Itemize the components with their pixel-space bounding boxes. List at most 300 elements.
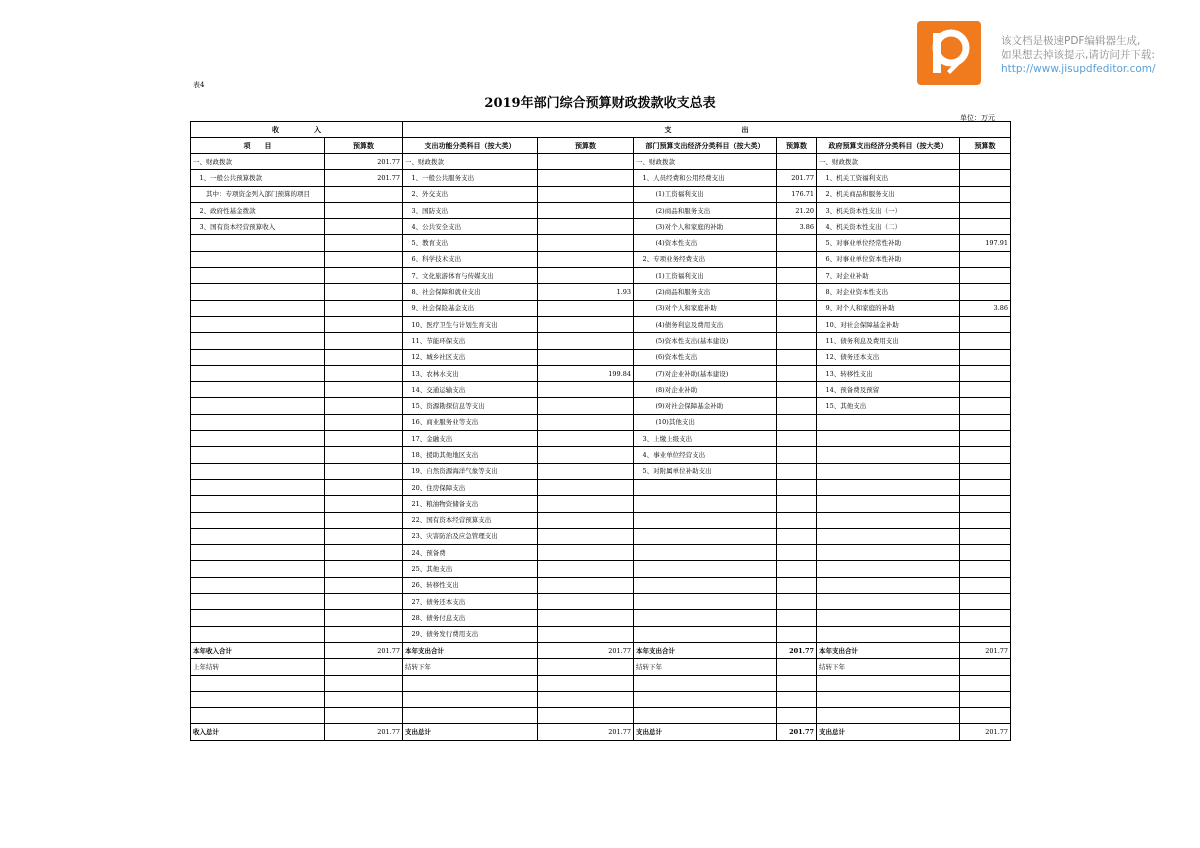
item-cell	[634, 708, 777, 724]
budget-amount-cell	[960, 268, 1011, 284]
budget-amount-cell	[777, 414, 817, 430]
item-cell	[634, 675, 777, 691]
budget-amount-cell	[325, 202, 403, 218]
budget-amount-cell	[960, 594, 1011, 610]
budget-amount-cell	[538, 479, 634, 495]
budget-amount-cell	[777, 154, 817, 170]
item-cell: 9、社会保险基金支出	[403, 300, 538, 316]
table-row	[191, 561, 1011, 577]
budget-amount-cell	[325, 512, 403, 528]
budget-amount-cell	[960, 463, 1011, 479]
budget-amount-cell	[960, 219, 1011, 235]
item-cell	[191, 577, 325, 593]
table-row	[191, 382, 1011, 398]
budget-amount-cell	[960, 626, 1011, 642]
budget-amount-cell	[538, 186, 634, 202]
item-cell: 一、财政拨款	[817, 154, 960, 170]
item-cell: 15、资源勘探信息等支出	[403, 398, 538, 414]
budget-amount-cell	[538, 463, 634, 479]
item-cell: 一、财政拨款	[403, 154, 538, 170]
item-cell	[817, 414, 960, 430]
budget-amount-cell	[777, 333, 817, 349]
item-cell: 8、社会保障和就业支出	[403, 284, 538, 300]
table-row	[191, 202, 1011, 218]
item-cell: 支出总计	[817, 724, 960, 740]
budget-amount-cell	[960, 154, 1011, 170]
item-cell: 支出总计	[403, 724, 538, 740]
budget-amount-cell	[960, 496, 1011, 512]
table-row	[191, 528, 1011, 544]
item-cell: 1、机关工资福利支出	[817, 170, 960, 186]
budget-amount-cell	[325, 414, 403, 430]
budget-amount-cell	[777, 235, 817, 251]
budget-amount-cell	[777, 561, 817, 577]
item-cell	[634, 528, 777, 544]
budget-amount-cell	[960, 349, 1011, 365]
budget-amount-cell	[777, 300, 817, 316]
budget-amount-cell	[325, 235, 403, 251]
item-cell: 支出总计	[634, 724, 777, 740]
item-cell	[817, 463, 960, 479]
item-cell: 17、金融支出	[403, 431, 538, 447]
item-cell: 12、债务还本支出	[817, 349, 960, 365]
item-cell: 8、对企业资本性支出	[817, 284, 960, 300]
item-cell	[817, 512, 960, 528]
budget-amount-cell	[960, 561, 1011, 577]
item-cell	[191, 235, 325, 251]
table-row	[191, 170, 1011, 186]
item-cell	[634, 512, 777, 528]
item-cell: 11、节能环保支出	[403, 333, 538, 349]
budget-amount-cell	[960, 659, 1011, 675]
budget-amount-cell	[777, 447, 817, 463]
budget-amount-cell	[777, 431, 817, 447]
item-cell: 7、对企业补助	[817, 268, 960, 284]
budget-amount-cell: 201.77	[777, 724, 817, 740]
budget-amount-cell	[325, 382, 403, 398]
budget-amount-cell	[325, 316, 403, 332]
item-cell: 3、国防支出	[403, 202, 538, 218]
table-row	[191, 577, 1011, 593]
item-cell: 29、债务发行费用支出	[403, 626, 538, 642]
item-cell	[634, 479, 777, 495]
column-header: 部门预算支出经济分类科目（按大类）	[634, 138, 777, 154]
item-cell	[191, 479, 325, 495]
table-row	[191, 316, 1011, 332]
item-cell	[634, 626, 777, 642]
table-number: 表4	[193, 81, 205, 89]
watermark-line-1: 该文档是极速PDF编辑器生成,	[1001, 35, 1141, 47]
table-row	[191, 496, 1011, 512]
item-cell: (8)对企业补助	[634, 382, 777, 398]
column-header: 预算数	[960, 138, 1011, 154]
item-cell	[191, 610, 325, 626]
table-row	[191, 284, 1011, 300]
budget-amount-cell	[538, 545, 634, 561]
budget-amount-cell	[538, 447, 634, 463]
budget-amount-cell	[325, 577, 403, 593]
item-cell: (6)资本性支出	[634, 349, 777, 365]
item-cell: 1、一般公共预算拨款	[191, 170, 325, 186]
budget-amount-cell	[325, 398, 403, 414]
item-cell: 本年支出合计	[403, 642, 538, 658]
item-cell: 26、转移性支出	[403, 577, 538, 593]
item-cell: (3)对个人和家庭补助	[634, 300, 777, 316]
budget-amount-cell	[325, 365, 403, 381]
budget-amount-cell	[777, 251, 817, 267]
column-header: 预算数	[325, 138, 403, 154]
table-row	[191, 251, 1011, 267]
budget-amount-cell	[325, 545, 403, 561]
budget-amount-cell: 3.86	[777, 219, 817, 235]
budget-amount-cell	[777, 610, 817, 626]
budget-amount-cell	[325, 479, 403, 495]
budget-amount-cell	[960, 284, 1011, 300]
budget-amount-cell: 3.86	[960, 300, 1011, 316]
item-cell: (4)债务利息及费用支出	[634, 316, 777, 332]
item-cell: 其中：专项资金列入部门预算的项目	[191, 186, 325, 202]
budget-amount-cell	[960, 414, 1011, 430]
budget-amount-cell	[325, 333, 403, 349]
budget-amount-cell	[538, 382, 634, 398]
item-cell: 19、自然资源海洋气象等支出	[403, 463, 538, 479]
item-cell	[634, 545, 777, 561]
unit-label: 单位：万元	[960, 114, 995, 122]
budget-amount-cell: 201.77	[538, 642, 634, 658]
item-cell	[817, 561, 960, 577]
item-cell	[191, 365, 325, 381]
budget-amount-cell	[777, 349, 817, 365]
item-cell	[191, 512, 325, 528]
table-row	[191, 545, 1011, 561]
item-cell	[817, 708, 960, 724]
budget-amount-cell: 197.91	[960, 235, 1011, 251]
item-cell	[191, 675, 325, 691]
budget-amount-cell	[777, 675, 817, 691]
budget-amount-cell	[538, 431, 634, 447]
item-cell: 本年支出合计	[634, 642, 777, 658]
budget-amount-cell	[960, 545, 1011, 561]
table-row	[191, 724, 1011, 740]
pdf-editor-logo-icon	[917, 21, 981, 85]
item-cell	[191, 431, 325, 447]
table-row	[191, 675, 1011, 691]
budget-amount-cell	[325, 626, 403, 642]
budget-amount-cell	[538, 316, 634, 332]
budget-amount-cell	[960, 431, 1011, 447]
item-cell	[191, 251, 325, 267]
item-cell	[191, 333, 325, 349]
item-cell: 28、债务付息支出	[403, 610, 538, 626]
item-cell	[634, 561, 777, 577]
budget-amount-cell	[538, 496, 634, 512]
budget-amount-cell	[325, 268, 403, 284]
budget-amount-cell	[538, 170, 634, 186]
budget-amount-cell	[777, 398, 817, 414]
item-cell	[191, 708, 325, 724]
table-row	[191, 512, 1011, 528]
budget-amount-cell	[325, 691, 403, 707]
item-cell: 本年收入合计	[191, 642, 325, 658]
budget-amount-cell	[538, 414, 634, 430]
budget-amount-cell	[960, 577, 1011, 593]
budget-amount-cell: 21.20	[777, 202, 817, 218]
item-cell	[634, 496, 777, 512]
budget-amount-cell	[538, 528, 634, 544]
item-cell: 4、事业单位经营支出	[634, 447, 777, 463]
budget-amount-cell	[777, 577, 817, 593]
budget-amount-cell: 176.71	[777, 186, 817, 202]
item-cell: (1)工资福利支出	[634, 186, 777, 202]
budget-amount-cell	[538, 154, 634, 170]
table-row	[191, 186, 1011, 202]
budget-amount-cell	[777, 382, 817, 398]
item-cell	[817, 691, 960, 707]
item-cell: 2、政府性基金拨款	[191, 202, 325, 218]
item-cell: 24、预备费	[403, 545, 538, 561]
budget-amount-cell	[325, 561, 403, 577]
item-cell	[817, 545, 960, 561]
expense-group-header: 支 出	[403, 122, 1011, 138]
item-cell: 14、预备费及预留	[817, 382, 960, 398]
budget-amount-cell	[960, 170, 1011, 186]
budget-amount-cell	[538, 300, 634, 316]
budget-amount-cell	[538, 610, 634, 626]
item-cell	[817, 528, 960, 544]
item-cell	[634, 594, 777, 610]
budget-amount-cell	[325, 675, 403, 691]
budget-amount-cell	[960, 202, 1011, 218]
item-cell: (9)对社会保障基金补助	[634, 398, 777, 414]
budget-amount-cell	[777, 545, 817, 561]
budget-amount-cell: 201.77	[538, 724, 634, 740]
budget-amount-cell	[960, 675, 1011, 691]
budget-amount-cell	[538, 349, 634, 365]
budget-amount-cell	[960, 186, 1011, 202]
budget-amount-cell	[325, 447, 403, 463]
budget-amount-cell	[777, 316, 817, 332]
budget-amount-cell: 201.77	[325, 154, 403, 170]
income-group-header: 收 入	[191, 122, 403, 138]
budget-amount-cell	[325, 594, 403, 610]
budget-amount-cell	[538, 398, 634, 414]
item-cell: 13、农林水支出	[403, 365, 538, 381]
item-cell	[191, 447, 325, 463]
item-cell	[191, 545, 325, 561]
item-cell	[817, 447, 960, 463]
budget-amount-cell	[325, 300, 403, 316]
budget-amount-cell	[960, 365, 1011, 381]
item-cell	[634, 577, 777, 593]
table-row	[191, 463, 1011, 479]
table-row	[191, 610, 1011, 626]
item-cell: 10、医疗卫生与计划生育支出	[403, 316, 538, 332]
item-cell	[634, 691, 777, 707]
item-cell: 上年结转	[191, 659, 325, 675]
item-cell	[817, 496, 960, 512]
item-cell: 22、国有资本经营预算支出	[403, 512, 538, 528]
item-cell	[191, 528, 325, 544]
item-cell: 1、人员经费和公用经费支出	[634, 170, 777, 186]
budget-amount-cell	[777, 708, 817, 724]
budget-amount-cell	[777, 284, 817, 300]
item-cell: 4、公共安全支出	[403, 219, 538, 235]
budget-amount-cell: 201.77	[777, 642, 817, 658]
budget-amount-cell	[538, 333, 634, 349]
item-cell: 9、对个人和家庭的补助	[817, 300, 960, 316]
item-cell: 一、财政拨款	[191, 154, 325, 170]
budget-amount-cell	[960, 447, 1011, 463]
item-cell: 20、住房保障支出	[403, 479, 538, 495]
budget-amount-cell	[538, 235, 634, 251]
budget-amount-cell	[960, 479, 1011, 495]
item-cell: 6、科学技术支出	[403, 251, 538, 267]
item-cell: (5)资本性支出(基本建设)	[634, 333, 777, 349]
item-cell	[817, 675, 960, 691]
item-cell	[191, 349, 325, 365]
budget-amount-cell	[538, 202, 634, 218]
budget-amount-cell	[325, 251, 403, 267]
item-cell	[191, 691, 325, 707]
item-cell	[191, 268, 325, 284]
item-cell	[191, 496, 325, 512]
item-cell	[403, 691, 538, 707]
item-cell	[191, 300, 325, 316]
item-cell	[191, 626, 325, 642]
table-row	[191, 349, 1011, 365]
table-row	[191, 219, 1011, 235]
budget-amount-cell	[960, 251, 1011, 267]
item-cell	[817, 479, 960, 495]
budget-amount-cell	[325, 219, 403, 235]
table-row	[191, 708, 1011, 724]
item-cell: 1、一般公共服务支出	[403, 170, 538, 186]
item-cell: 3、国有资本经营预算收入	[191, 219, 325, 235]
item-cell	[191, 594, 325, 610]
budget-amount-cell	[538, 691, 634, 707]
item-cell: 6、对事业单位资本性补助	[817, 251, 960, 267]
table-row	[191, 414, 1011, 430]
budget-amount-cell	[777, 512, 817, 528]
item-cell: 7、文化旅游体育与传媒支出	[403, 268, 538, 284]
item-cell: 11、债务利息及费用支出	[817, 333, 960, 349]
budget-amount-cell	[777, 626, 817, 642]
table-row	[191, 691, 1011, 707]
budget-amount-cell	[325, 186, 403, 202]
table-row	[191, 365, 1011, 381]
column-header: 政府预算支出经济分类科目（按大类）	[817, 138, 960, 154]
item-cell: (4)资本性支出	[634, 235, 777, 251]
item-cell: (3)对个人和家庭的补助	[634, 219, 777, 235]
item-cell	[191, 561, 325, 577]
item-cell: 5、教育支出	[403, 235, 538, 251]
item-cell	[817, 431, 960, 447]
item-cell	[403, 675, 538, 691]
item-cell	[634, 610, 777, 626]
item-cell: 2、专项业务经费支出	[634, 251, 777, 267]
item-cell: 23、灾害防治及应急管理支出	[403, 528, 538, 544]
budget-amount-cell	[960, 382, 1011, 398]
budget-amount-cell: 201.77	[777, 170, 817, 186]
budget-amount-cell	[777, 479, 817, 495]
item-cell	[817, 626, 960, 642]
budget-amount-cell	[777, 691, 817, 707]
budget-amount-cell	[960, 333, 1011, 349]
table-row	[191, 642, 1011, 658]
table-row	[191, 300, 1011, 316]
budget-amount-cell	[325, 659, 403, 675]
table-row	[191, 659, 1011, 675]
table-row	[191, 235, 1011, 251]
budget-summary-table	[190, 121, 1011, 741]
budget-amount-cell	[538, 659, 634, 675]
budget-amount-cell	[325, 349, 403, 365]
budget-amount-cell	[777, 659, 817, 675]
watermark-url-link[interactable]: http://www.jisupdfeditor.com/	[1001, 63, 1156, 75]
item-cell	[191, 284, 325, 300]
item-cell: 18、援助其他地区支出	[403, 447, 538, 463]
budget-amount-cell: 201.77	[325, 724, 403, 740]
budget-amount-cell	[777, 594, 817, 610]
table-row	[191, 333, 1011, 349]
item-cell: 结转下年	[403, 659, 538, 675]
item-cell: 21、粮油物资储备支出	[403, 496, 538, 512]
item-cell: 3、上缴上级支出	[634, 431, 777, 447]
item-cell: 本年支出合计	[817, 642, 960, 658]
item-cell: 15、其他支出	[817, 398, 960, 414]
item-cell: 3、机关资本性支出（一）	[817, 202, 960, 218]
item-cell: 结转下年	[817, 659, 960, 675]
budget-amount-cell: 201.77	[325, 170, 403, 186]
budget-amount-cell	[960, 512, 1011, 528]
item-cell: 一、财政拨款	[634, 154, 777, 170]
budget-amount-cell: 201.77	[325, 642, 403, 658]
item-cell	[817, 594, 960, 610]
item-cell: (7)对企业补助(基本建设)	[634, 365, 777, 381]
budget-amount-cell	[960, 691, 1011, 707]
item-cell: 4、机关资本性支出（二）	[817, 219, 960, 235]
budget-amount-cell	[777, 463, 817, 479]
budget-amount-cell: 201.77	[960, 642, 1011, 658]
budget-amount-cell	[538, 219, 634, 235]
item-cell	[191, 463, 325, 479]
item-cell: 2、外交支出	[403, 186, 538, 202]
item-cell: 2、机关商品和服务支出	[817, 186, 960, 202]
budget-amount-cell	[960, 398, 1011, 414]
budget-amount-cell	[325, 431, 403, 447]
item-cell: 13、转移性支出	[817, 365, 960, 381]
budget-amount-cell	[538, 561, 634, 577]
table-row	[191, 479, 1011, 495]
column-header: 支出功能分类科目（按大类）	[403, 138, 538, 154]
budget-amount-cell	[538, 708, 634, 724]
column-header-row	[191, 138, 1011, 154]
table-row	[191, 447, 1011, 463]
item-cell: 结转下年	[634, 659, 777, 675]
budget-amount-cell	[538, 594, 634, 610]
item-cell: (2)商品和服务支出	[634, 202, 777, 218]
item-cell: 25、其他支出	[403, 561, 538, 577]
item-cell: 10、对社会保障基金补助	[817, 316, 960, 332]
item-cell: 16、商业服务业等支出	[403, 414, 538, 430]
item-cell: 收入总计	[191, 724, 325, 740]
budget-amount-cell	[538, 512, 634, 528]
budget-amount-cell	[538, 268, 634, 284]
budget-amount-cell: 201.77	[960, 724, 1011, 740]
item-cell: (10)其他支出	[634, 414, 777, 430]
column-header: 预算数	[777, 138, 817, 154]
budget-amount-cell	[325, 528, 403, 544]
